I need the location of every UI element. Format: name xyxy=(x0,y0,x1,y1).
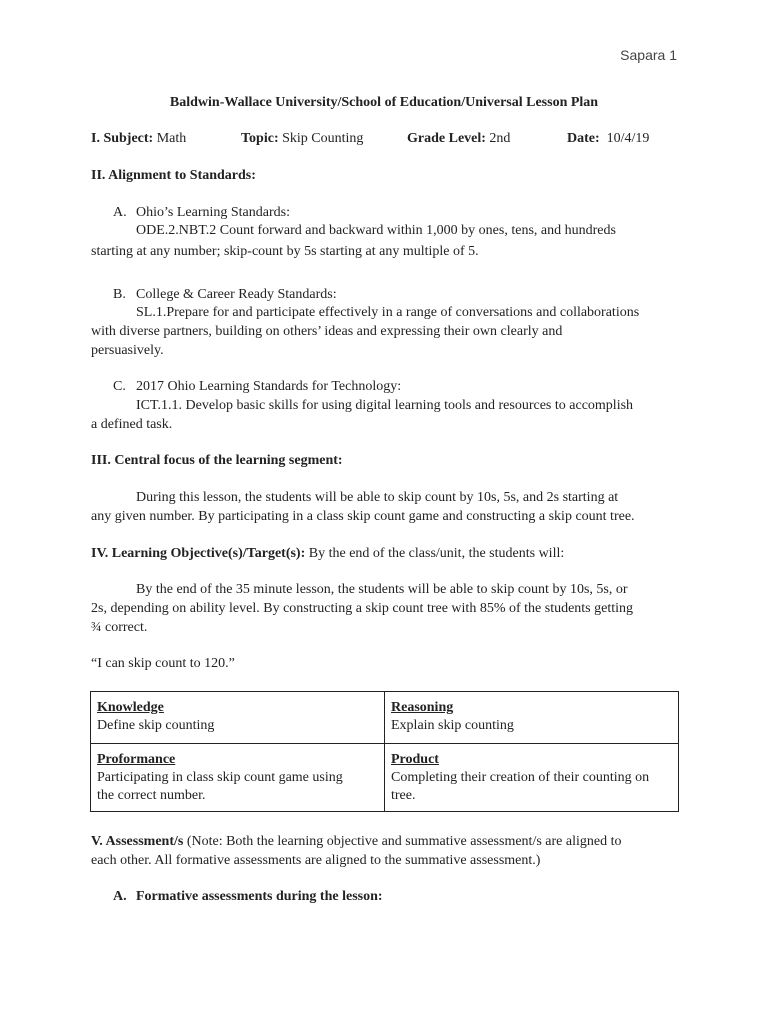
section-v-heading: V. Assessment/s xyxy=(91,834,184,849)
formative-label: A. xyxy=(113,889,127,904)
performance-cell xyxy=(91,744,385,812)
reasoning-text: Explain skip counting xyxy=(391,718,514,733)
section-iv-heading-row xyxy=(91,545,564,563)
document-title: Baldwin-Wallace University/School of Education/Universal Lesson Plan xyxy=(169,95,599,110)
objective-line3: ¾ correct. xyxy=(91,620,148,635)
standard-a-line2: starting at any number; skip-count by 5s starting at any multiple of 5. xyxy=(91,244,479,259)
objective-line2: 2s, depending on ability level. By constructing a skip count tree with 85% of the students getting xyxy=(91,601,634,616)
page-header-label: Sapara 1 xyxy=(620,47,677,63)
standard-a-title: Ohio’s Learning Standards: xyxy=(136,205,290,220)
knowledge-text: Define skip counting xyxy=(97,718,215,733)
section-v-note-line1: (Note: Both the learning objective and summative assessment/s are aligned to xyxy=(183,834,622,849)
performance-heading: Proformance xyxy=(97,752,176,767)
grade-value: 2nd xyxy=(489,131,511,146)
grade-label: Grade Level: xyxy=(407,131,486,146)
product-heading: Product xyxy=(391,752,439,767)
date-value: 10/4/19 xyxy=(606,131,650,146)
central-focus-line1: During this lesson, the students will be able to skip count by 10s, 5s, and 2s starting at xyxy=(136,490,619,505)
reasoning-cell xyxy=(385,692,679,744)
standard-b-title: College & Career Ready Standards: xyxy=(136,287,337,302)
topic-label: Topic: xyxy=(241,131,279,146)
section-ii-heading: II. Alignment to Standards: xyxy=(91,168,256,183)
table-row xyxy=(91,692,679,744)
standard-c-label: C. xyxy=(113,379,126,394)
section-v-heading-row xyxy=(91,833,621,851)
date-label: Date: xyxy=(567,131,600,146)
standard-b-line2: with diverse partners, building on others’ ideas and expressing their own clearly and xyxy=(91,324,563,339)
grade-row xyxy=(407,130,510,148)
table-row xyxy=(91,744,679,812)
objective-line1: By the end of the 35 minute lesson, the students will be able to skip count by 10s, 5s, or xyxy=(136,582,628,597)
standard-a-label: A. xyxy=(113,205,127,220)
standard-c-title: 2017 Ohio Learning Standards for Technology: xyxy=(136,379,402,394)
standard-b-label: B. xyxy=(113,287,126,302)
i-can-statement: “I can skip count to 120.” xyxy=(91,656,235,671)
standard-b-line3: persuasively. xyxy=(91,343,164,358)
standard-c-line1: ICT.1.1. Develop basic skills for using digital learning tools and resources to accomplish xyxy=(136,398,634,413)
topic-value: Skip Counting xyxy=(282,131,364,146)
section-iv-heading-tail: By the end of the class/unit, the students will: xyxy=(305,546,565,561)
standard-b-line1: SL.1.Prepare for and participate effectively in a range of conversations and collaborations xyxy=(136,305,640,320)
product-line2: tree. xyxy=(391,788,416,803)
subject-label: I. Subject: xyxy=(91,131,154,146)
date-row xyxy=(567,130,649,148)
performance-line1: Participating in class skip count game using xyxy=(97,770,343,785)
central-focus-line2: any given number. By participating in a class skip count game and constructing a skip count tree. xyxy=(91,509,635,524)
knowledge-cell xyxy=(91,692,385,744)
objectives-table xyxy=(90,691,679,812)
knowledge-heading: Knowledge xyxy=(97,700,164,715)
standard-a-line1: ODE.2.NBT.2 Count forward and backward within 1,000 by ones, tens, and hundreds xyxy=(136,223,616,238)
section-iii-heading: III. Central focus of the learning segment: xyxy=(91,453,343,468)
performance-line2: the correct number. xyxy=(97,788,206,803)
subject-value: Math xyxy=(156,131,187,146)
section-v-note-line2: each other. All formative assessments are aligned to the summative assessment.) xyxy=(91,853,541,868)
standard-c-line2: a defined task. xyxy=(91,417,173,432)
topic-row xyxy=(241,130,363,148)
product-line1: Completing their creation of their counting on xyxy=(391,770,650,785)
product-cell xyxy=(385,744,679,812)
subject-row xyxy=(91,130,186,148)
formative-title: Formative assessments during the lesson: xyxy=(136,889,383,904)
section-iv-heading: IV. Learning Objective(s)/Target(s): xyxy=(91,546,306,561)
reasoning-heading: Reasoning xyxy=(391,700,454,715)
